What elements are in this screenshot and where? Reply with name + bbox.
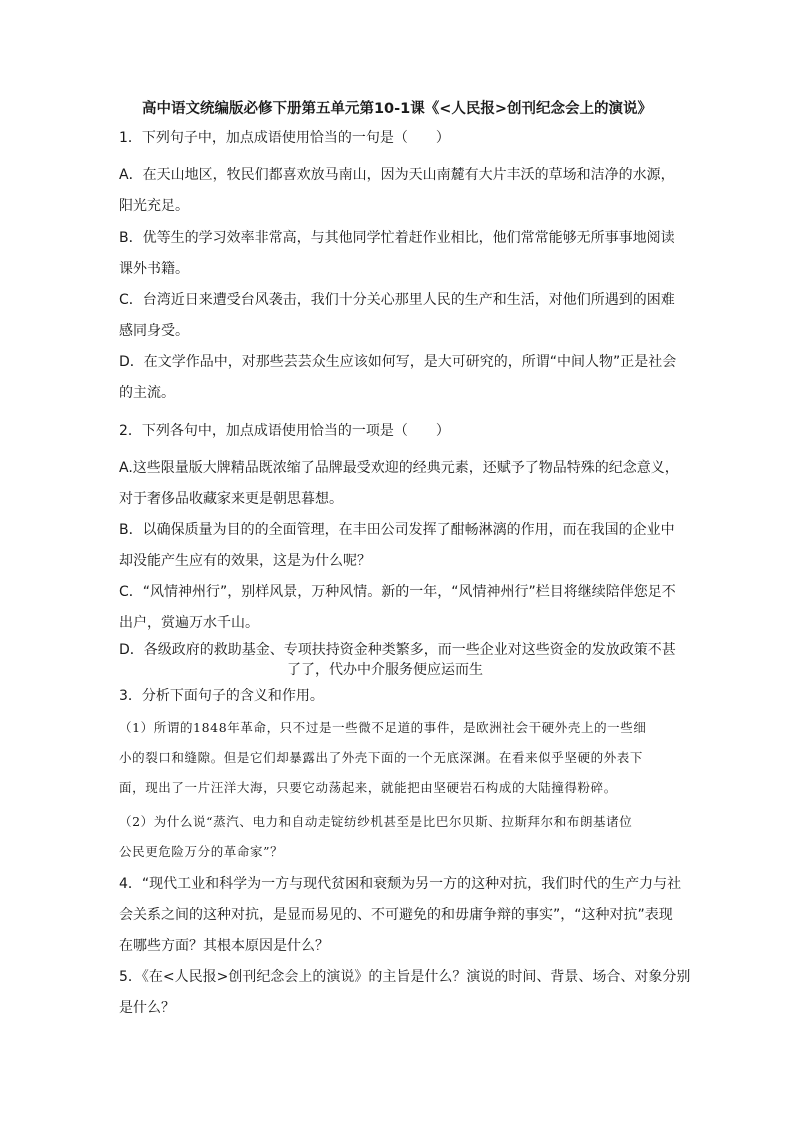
q3-passage2-line1: （2）为什么说“蒸汽、电力和自动走锭纺纱机甚至是比巴尔贝斯、拉斯拜尔和布朗基诸位 [119,814,633,829]
q1-option-a-line2: 阳光充足。 [119,198,189,214]
q2-option-c-line1: C．“风情神州行”，别样风景，万种风情。新的一年，“风情神州行”栏目将继续陪伴您足不 [119,584,676,600]
q1-option-d-line2: 的主流。 [119,385,175,401]
question-2-stem: 2．下列各句中，加点成语使用恰当的一项是（ ） [119,423,450,439]
question-4-line1: 4．“现代工业和科学为一方与现代贫困和衰颓为另一方的这种对抗，我们时代的生产力与社 [119,876,682,892]
q2-option-a-line1: A.这些限量版大牌精品既浓缩了品牌最受欢迎的经典元素，还赋予了物品特殊的纪念意义， [119,460,679,476]
q1-option-b-line2: 课外书籍。 [119,261,189,277]
q2-option-b-line2: 却没能产生应有的效果，这是为什么呢？ [119,553,371,569]
q1-option-b-line1: B．优等生的学习效率非常高，与其他同学忙着赶作业相比，他们常常能够无所事事地阅读 [119,230,675,246]
q1-option-c-line2: 感同身受。 [119,323,189,339]
q2-option-a-line2: 对于奢侈品收藏家来更是朝思暮想。 [119,491,343,507]
q1-option-d-line1: D．在文学作品中，对那些芸芸众生应该如何写，是大可研究的，所谓“中间人物”正是社会 [119,354,677,370]
question-4-line3: 在哪些方面？其根本原因是什么？ [119,938,329,954]
question-5-line2: 是什么？ [119,1000,175,1016]
q1-option-a-line1: A．在天山地区，牧民们都喜欢放马南山，因为天山南麓有大片丰沃的草场和洁净的水源， [119,167,675,183]
q2-option-d-line2: 了了，代办中介服务便应运而生 [287,662,483,678]
q1-option-c-line1: C．台湾近日来遭受台风袭击，我们十分关心那里人民的生产和生活，对他们所遇到的困难 [119,292,675,308]
q2-option-d-line1: D．各级政府的救助基金、专项扶持资金种类繁多，而一些企业对这些资金的发放政策不甚 [119,642,676,658]
question-4-line2: 会关系之间的这种对抗，是显而易见的、不可避免的和毋庸争辩的事实”，“这种对抗”表现 [119,907,673,923]
q3-passage1-line3: 面，现出了一片汪洋大海，只要它动荡起来，就能把由坚硬岩石构成的大陆撞得粉碎。 [119,780,617,795]
question-1-stem: 1．下列句子中，加点成语使用恰当的一句是（ ） [119,130,450,146]
q3-passage1-line1: （1）所谓的1848年革命，只不过是一些微不足道的事件，是欧洲社会干硬外壳上的一些细 [119,720,647,735]
question-3-stem: 3．分析下面句子的含义和作用。 [119,688,324,704]
document-title: 高中语文统编版必修下册第五单元第10-1课《<人民报>创刊纪念会上的演说》 [141,101,653,117]
q3-passage1-line2: 小的裂口和缝隙。但是它们却暴露出了外壳下面的一个无底深渊。在看来似乎坚硬的外表下 [119,750,644,765]
q2-option-b-line1: B．以确保质量为目的的全面管理，在丰田公司发挥了酣畅淋漓的作用，而在我国的企业中 [119,522,675,538]
question-5-line1: 5．《在<人民报>创刊纪念会上的演说》的主旨是什么？演说的时间、背景、场合、对象分别 [119,969,691,985]
q3-passage2-line2: 公民更危险万分的革命家”？ [119,844,284,859]
q2-option-c-line2: 出户，赏遍万水千山。 [119,615,259,631]
